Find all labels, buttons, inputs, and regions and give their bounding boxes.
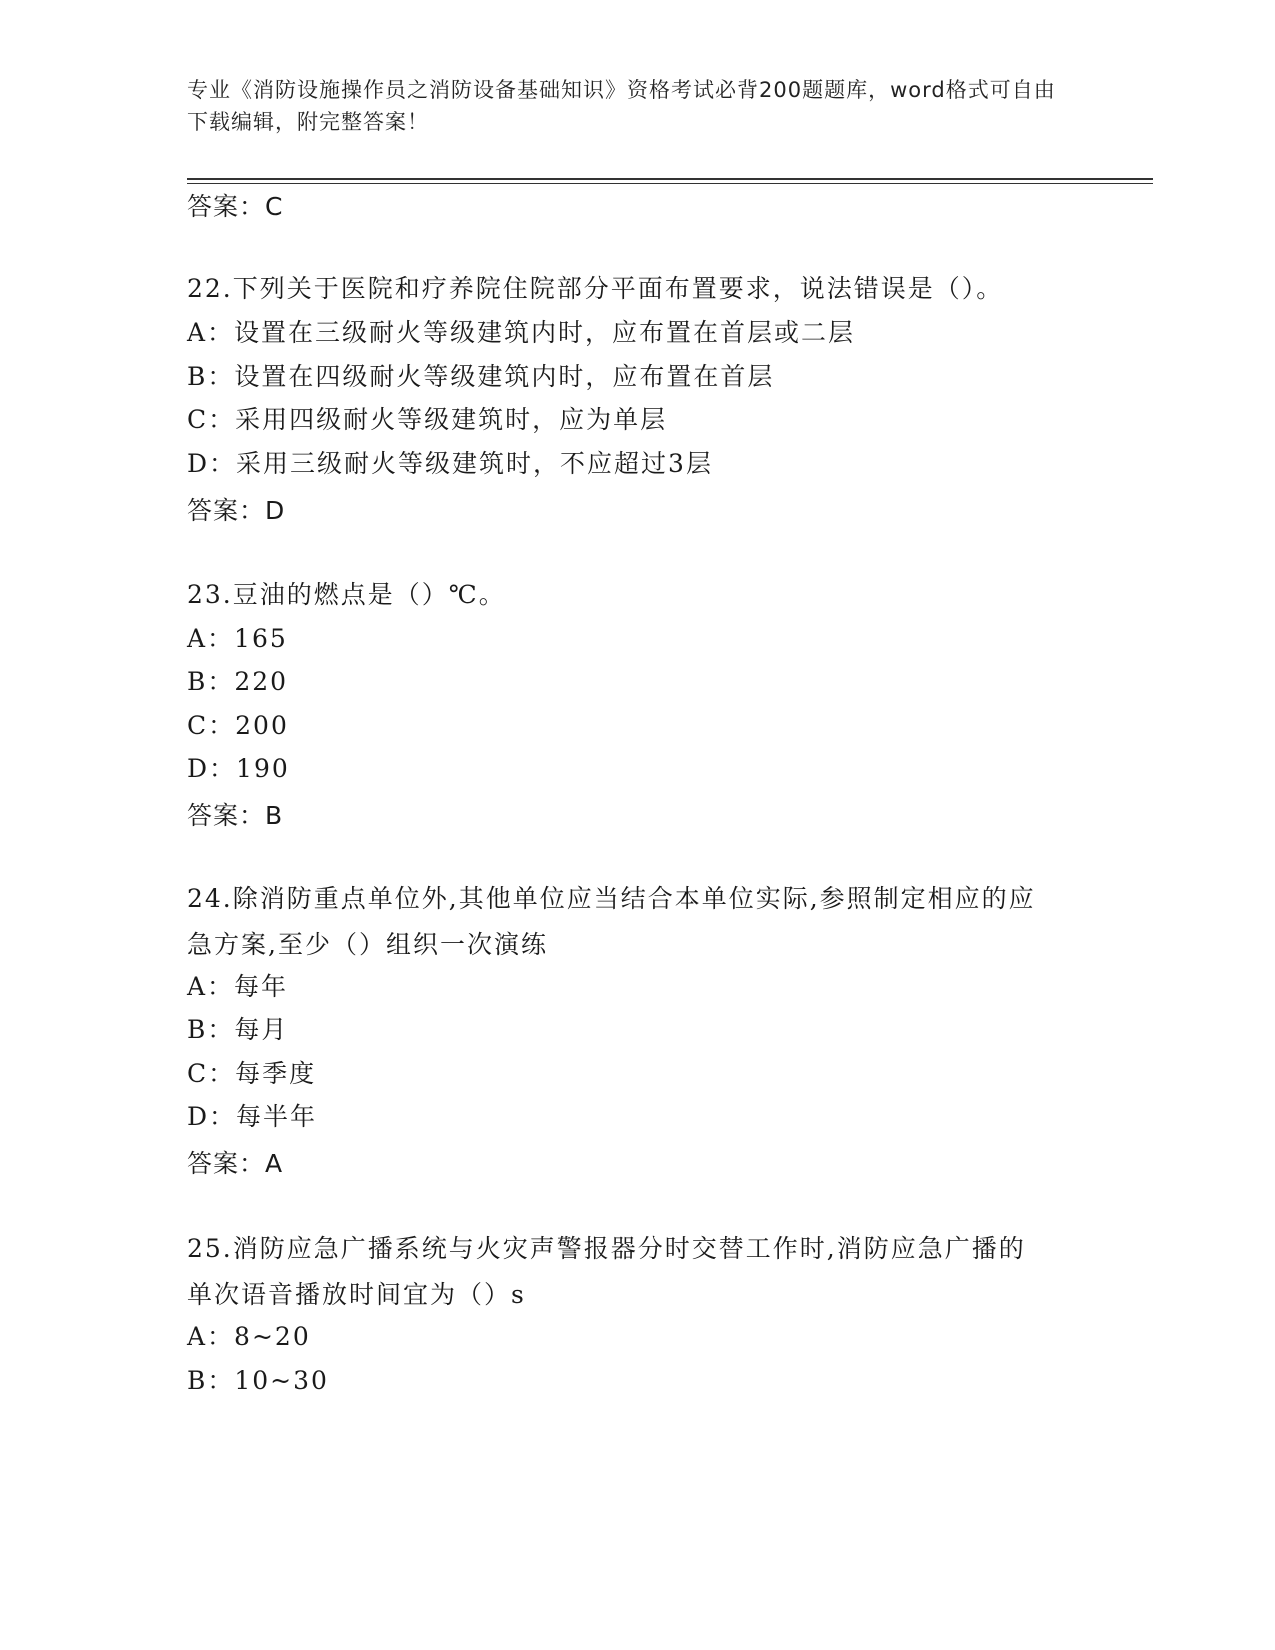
answer-line: 答案：A: [187, 1149, 284, 1178]
option-c: C：每季度: [187, 1059, 317, 1088]
option-a: A：8~20: [187, 1322, 311, 1351]
option-b: B：220: [187, 667, 289, 696]
question-stem: 23.豆油的燃点是（）℃。: [187, 580, 506, 609]
option-c: C：200: [187, 711, 289, 740]
option-b: B：每月: [187, 1015, 289, 1044]
option-b: B：设置在四级耐火等级建筑内时，应布置在首层: [187, 362, 775, 391]
question-stem: 24.除消防重点单位外,其他单位应当结合本单位实际,参照制定相应的应急方案,至少（）组织一次演练: [187, 884, 1036, 959]
answer-line: 答案：D: [187, 496, 286, 525]
option-b: B：10~30: [187, 1366, 329, 1395]
header-divider: [187, 178, 1153, 180]
answer-line: 答案：C: [187, 192, 284, 221]
question-stem: 22.下列关于医院和疗养院住院部分平面布置要求，说法错误是（）。: [187, 274, 1004, 303]
option-a: A：设置在三级耐火等级建筑内时，应布置在首层或二层: [187, 318, 856, 347]
option-a: A：每年: [187, 972, 289, 1001]
option-d: D：采用三级耐火等级建筑时，不应超过3层: [187, 449, 713, 478]
option-c: C：采用四级耐火等级建筑时，应为单层: [187, 405, 668, 434]
option-a: A：165: [187, 624, 288, 653]
option-d: D：每半年: [187, 1102, 318, 1131]
option-d: D：190: [187, 754, 290, 783]
question-stem: 25.消防应急广播系统与火灾声警报器分时交替工作时,消防应急广播的单次语音播放时间宜为（）s: [187, 1234, 1026, 1309]
document-header: 专业《消防设施操作员之消防设备基础知识》资格考试必背200题题库，word格式可自由下载编辑，附完整答案！: [187, 78, 1056, 134]
answer-line: 答案：B: [187, 801, 284, 830]
header-divider-thin: [187, 183, 1153, 184]
